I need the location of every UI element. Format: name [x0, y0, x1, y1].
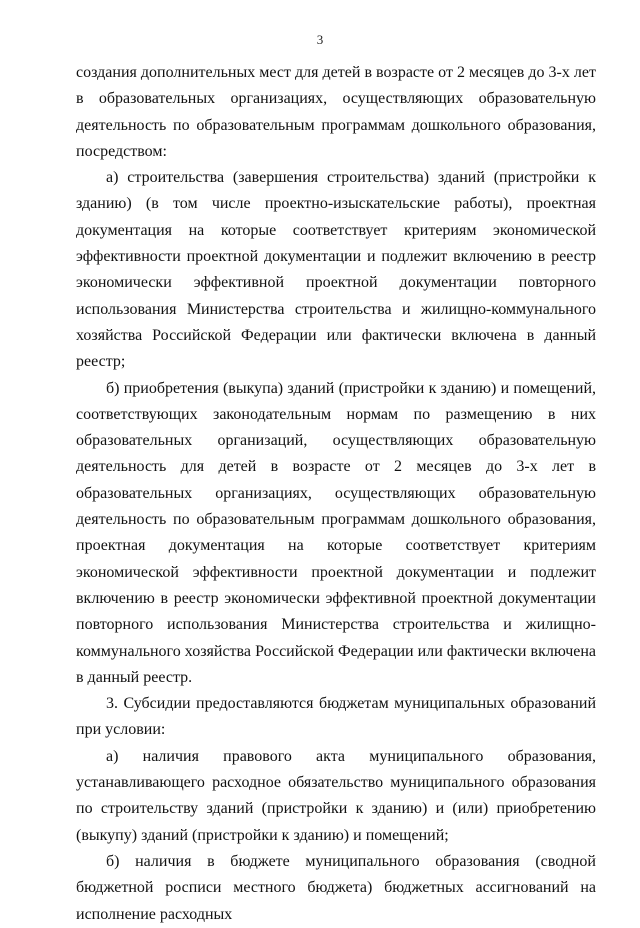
- paragraph-continuation: создания дополнительных мест для детей в возрасте от 2 месяцев до 3-х лет в образовательных организациях, осуществляющих образовательную деятельность по образовательным программам дошкольного образования, посредством:: [76, 64, 596, 160]
- document-body: [76, 60, 596, 928]
- paragraph-item-b-acquisition: б) приобретения (выкупа) зданий (пристройки к зданию) и помещений, соответствующих законодательным нормам по размещению в них образовательных организаций, осуществляющих образовательную деятельность для детей в возрасте от 2 месяцев до 3-х лет в образовательных организациях, осуществляющих образовательную деятельность по образовательным программам дошкольного образования, проектная документация на которые соответствует критериям экономической эффективности проектной документации и подлежит включению в реестр экономически эффективной проектной документации повторного использования Министерства строительства и жилищно-коммунального хозяйства Российской Федерации или фактически включена в данный реестр.: [76, 379, 596, 686]
- paragraph-item-a-construction: а) строительства (завершения строительства) зданий (пристройки к зданию) (в том числе проектно-изыскательские работы), проектная документация на которые соответствует критериям экономической эффективности проектной документации и подлежит включению в реестр экономически эффективной проектной документации повторного использования Министерства строительства и жилищно-коммунального хозяйства Российской Федерации или фактически включена в данный реестр;: [76, 169, 596, 371]
- paragraph-condition-b: б) наличия в бюджете муниципального образования (сводной бюджетной росписи местного бюджета) бюджетных ассигнований на исполнение расходных: [76, 852, 596, 923]
- page-number: 3: [316, 32, 324, 47]
- paragraph-clause-3: 3. Субсидии предоставляются бюджетам муниципальных образований при условии:: [76, 695, 596, 739]
- paragraph-condition-a: а) наличия правового акта муниципального образования, устанавливающего расходное обязательство муниципального образования по строительству зданий (пристройки к зданию) и (или) приобретению (выкупу) зданий (пристройки к зданию) и помещений;: [76, 747, 596, 844]
